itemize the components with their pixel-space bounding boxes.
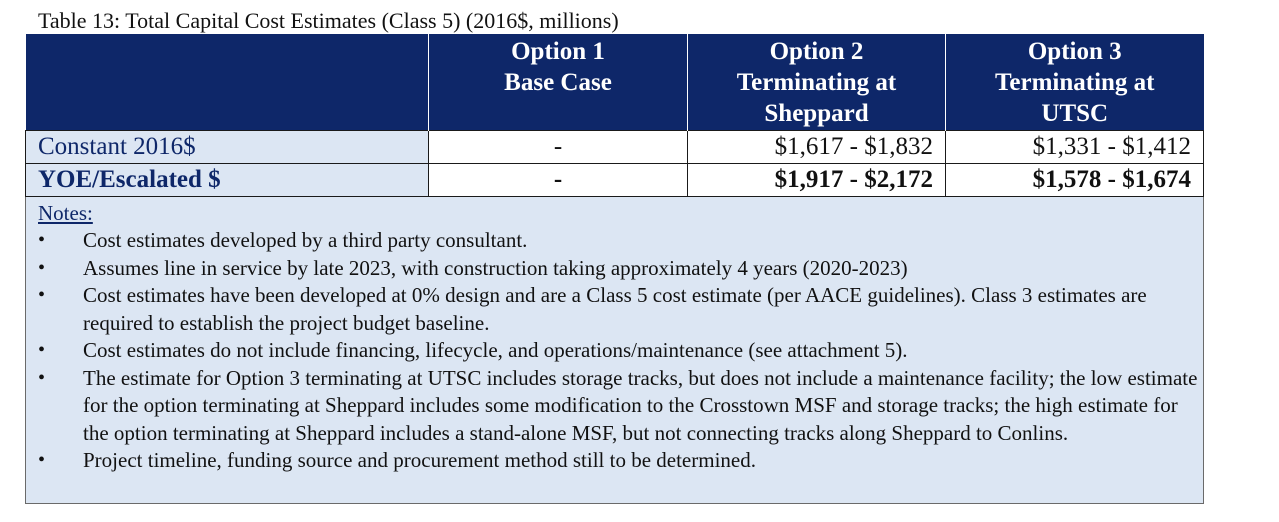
header-option-3 bbox=[946, 34, 1204, 131]
header-line: Option 2 bbox=[769, 38, 864, 65]
table-header-row bbox=[26, 34, 1204, 131]
row-label: Constant 2016$ bbox=[26, 131, 429, 164]
list-item bbox=[38, 337, 1203, 365]
table-row-constant bbox=[26, 131, 1204, 164]
list-item bbox=[38, 447, 1203, 475]
bullet-icon: • bbox=[38, 366, 46, 389]
cell-option-3: $1,578 - $1,674 bbox=[946, 164, 1204, 197]
cell-option-2: $1,617 - $1,832 bbox=[688, 131, 946, 164]
capital-cost-table bbox=[25, 34, 1204, 504]
notes-list bbox=[38, 227, 1203, 475]
cell-option-1: - bbox=[429, 164, 688, 197]
list-item bbox=[38, 255, 1203, 283]
header-line: Base Case bbox=[504, 69, 612, 96]
header-line: Sheppard bbox=[764, 100, 869, 127]
note-text: Cost estimates have been developed at 0% design and are a Class 5 cost estimate (per AACE guidelines). Class 3 estimates are required to establish the project budget baseline. bbox=[83, 283, 1147, 335]
cell-option-2: $1,917 - $2,172 bbox=[688, 164, 946, 197]
table-row-escalated bbox=[26, 164, 1204, 197]
header-line: UTSC bbox=[1041, 100, 1109, 127]
header-line: Terminating at bbox=[736, 69, 897, 96]
list-item bbox=[38, 282, 1203, 337]
header-option-1 bbox=[429, 34, 688, 131]
note-text: Assumes line in service by late 2023, with construction taking approximately 4 years (2020-2023) bbox=[83, 255, 908, 280]
bullet-icon: • bbox=[38, 256, 46, 279]
note-text: Cost estimates developed by a third party consultant. bbox=[83, 228, 528, 252]
bullet-icon: • bbox=[38, 449, 46, 471]
row-label: YOE/Escalated $ bbox=[26, 164, 429, 197]
note-text: Cost estimates do not include financing, lifecycle, and operations/maintenance (see attachment 5). bbox=[83, 338, 908, 362]
note-text: The estimate for Option 3 terminating at UTSC includes storage tracks, but does not include a maintenance facility; the low estimate for the option terminating at Sheppard includes some modification to the Crosstown MSF and storage tracks; the high estimate for the option terminating at Sheppard includes a stand-alone MSF, but not connecting tracks along Sheppard to Conlins. bbox=[83, 365, 1198, 445]
bullet-icon: • bbox=[38, 339, 46, 361]
list-item bbox=[38, 365, 1203, 448]
bullet-icon: • bbox=[38, 284, 46, 306]
cell-option-1: - bbox=[429, 131, 688, 164]
header-line: Option 3 bbox=[1027, 38, 1122, 65]
note-text: Project timeline, funding source and procurement method still to be determined. bbox=[83, 448, 756, 472]
header-empty-cell bbox=[26, 34, 429, 131]
header-line: Terminating at bbox=[995, 69, 1155, 96]
list-item bbox=[38, 227, 1203, 255]
notes-title: Notes: bbox=[38, 201, 93, 225]
cell-option-3: $1,331 - $1,412 bbox=[946, 131, 1204, 164]
header-line: Option 1 bbox=[511, 38, 605, 65]
notes-row bbox=[26, 197, 1204, 504]
bullet-icon: • bbox=[38, 229, 46, 251]
header-option-2 bbox=[688, 34, 946, 131]
notes-cell bbox=[26, 197, 1204, 504]
table-caption: Table 13: Total Capital Cost Estimates (Class 5) (2016$, millions) bbox=[38, 8, 619, 33]
